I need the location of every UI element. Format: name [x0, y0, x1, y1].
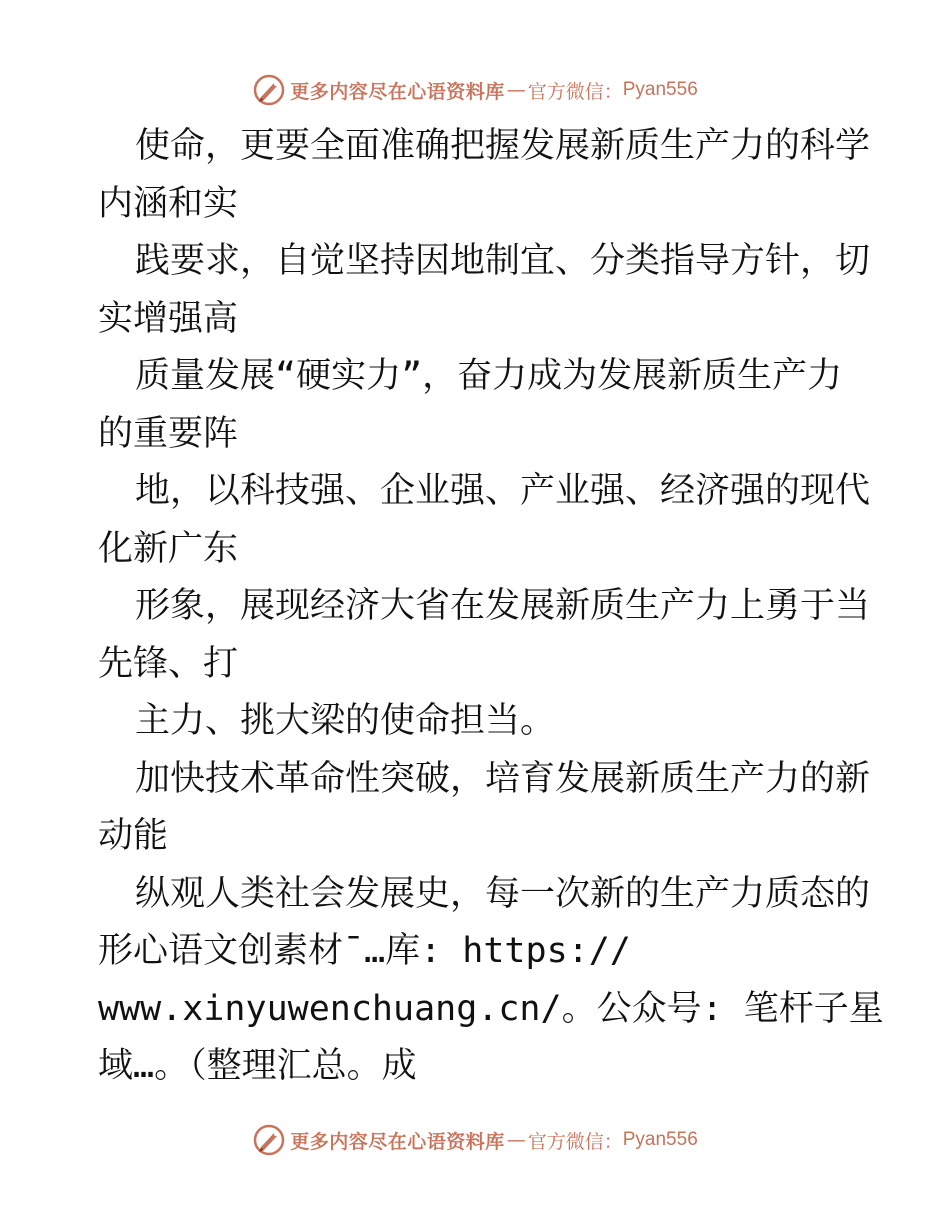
watermark-dash: — — [506, 1129, 526, 1151]
text-line: 践要求，自觉坚持因地制宜、分类指导方针，切 — [135, 241, 871, 281]
text-line: 内涵和实 — [98, 183, 239, 224]
text-line: 形象，展现经济大省在发展新质生产力上勇于当 — [135, 586, 871, 626]
watermark-dash: — — [506, 79, 526, 101]
header-watermark — [0, 70, 950, 110]
document-body — [98, 118, 884, 1096]
text-line: 化新广东 — [98, 528, 239, 569]
text-line: 地，以科技强、企业强、产业强、经济强的现代 — [135, 471, 871, 511]
text-line: 域…。（整理汇总。成 — [98, 1046, 417, 1086]
text-line: 形心语文创素材¯…库: https:// — [98, 931, 631, 971]
text-line: 的重要阵 — [98, 413, 239, 454]
watermark-official: 官方微信： — [527, 1130, 623, 1153]
text-line: www.xinyuwenchuang.cn/。公众号: 笔杆子星 — [98, 988, 884, 1029]
footer-watermark — [0, 1120, 950, 1160]
pen-logo-icon — [252, 73, 286, 107]
watermark-brand: 更多内容尽在心语资料库 — [290, 1130, 505, 1153]
text-line: 使命，更要全面准确把握发展新质生产力的科学 — [135, 126, 871, 166]
text-line: 实增强高 — [98, 298, 239, 339]
watermark-id: Pyan556 — [622, 79, 698, 100]
text-line: 动能 — [98, 816, 169, 856]
text-line: 纵观人类社会发展史，每一次新的生产力质态的 — [135, 873, 871, 914]
text-line: 加快技术革命性突破，培育发展新质生产力的新 — [135, 758, 871, 799]
watermark-id: Pyan556 — [622, 1129, 698, 1150]
text-line: 先锋、打 — [98, 643, 239, 684]
watermark-official: 官方微信： — [527, 80, 623, 103]
text-line: 质量发展“硬实力”，奋力成为发展新质生产力 — [135, 356, 843, 396]
text-line: 主力、挑大梁的使命担当。 — [135, 701, 556, 741]
pen-logo-icon — [252, 1123, 286, 1157]
watermark-brand: 更多内容尽在心语资料库 — [290, 80, 505, 103]
